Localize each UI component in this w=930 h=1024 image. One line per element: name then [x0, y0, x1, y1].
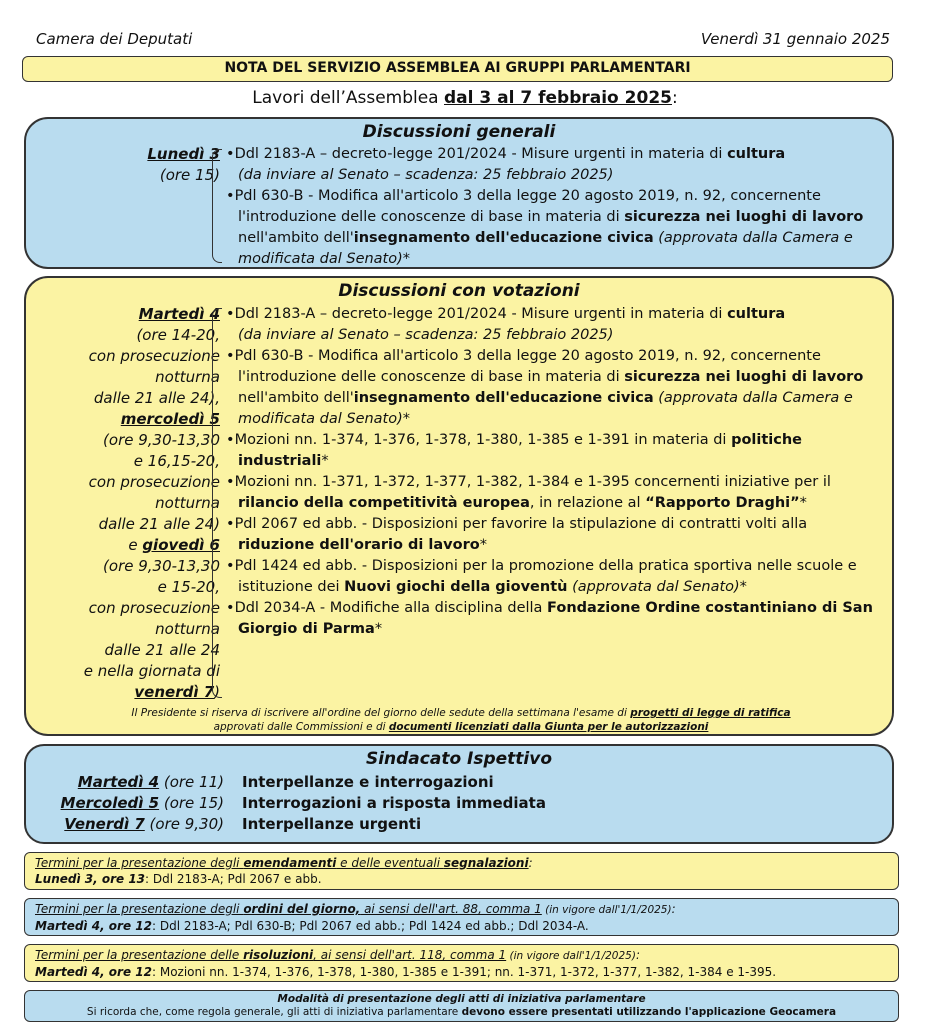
- sec2-schedule: [40, 304, 220, 703]
- list-item: •Ddl 2183-A – decreto-legge 201/2024 - Misure urgenti in materia di cultura (da inviare al Senato – scadenza: 25 febbraio 2025): [226, 306, 786, 343]
- sec2-day-giovedi-line: e giovedì 6: [128, 536, 220, 554]
- sec1-day: Lunedì 3: [147, 145, 220, 163]
- sec1-brace: [212, 149, 222, 263]
- header-date: Venerdì 31 gennaio 2025: [700, 30, 890, 48]
- sec1-items: [226, 144, 886, 270]
- sec2-brace: [212, 308, 222, 698]
- sec2-day-martedi: Martedì 4: [138, 305, 220, 323]
- sec2-line: con prosecuzione: [88, 473, 220, 491]
- sec2-line: (ore 9,30-13,30: [103, 557, 220, 575]
- sec2-day-mercoledi: mercoledì 5: [120, 410, 220, 428]
- sec3-rows: [26, 772, 896, 835]
- sec2-line: (ore 9,30-13,30: [103, 431, 220, 449]
- sec2-line: notturna: [155, 494, 220, 512]
- list-item: •Pdl 630-B - Modifica all'articolo 3 della legge 20 agosto 2019, n. 92, concernente l'introduzione delle conoscenze di base in materia di sicurezza nei luoghi di lavoro nell'ambito dell'insegnamento dell'educazione civica (approvata dalla Camera e modificata dal Senato)*: [226, 348, 864, 427]
- document-title: NOTA DEL SERVIZIO ASSEMBLEA AI GRUPPI PARLAMENTARI: [22, 56, 893, 82]
- sec2-items: [226, 304, 886, 640]
- sec1-schedule: [50, 144, 220, 186]
- header-institution: Camera dei Deputati: [36, 30, 193, 48]
- list-item: •Ddl 2183-A – decreto-legge 201/2024 - Misure urgenti in materia di cultura (da inviare al Senato – scadenza: 25 febbraio 2025): [226, 146, 786, 183]
- footer-modalita: [24, 990, 899, 1022]
- sec2-line: e 16,15-20,: [133, 452, 220, 470]
- list-item: •Ddl 2034-A - Modifiche alla disciplina della Fondazione Ordine costantiniano di San Giorgio di Parma*: [226, 600, 873, 637]
- sec2-note: Il Presidente si riserva di iscrivere all'ordine del giorno delle sedute della settimana l'esame di progetti di legge di ratifica approvati dalle Commissioni e di documenti licenziati dalla Giunta per le autorizzazioni: [131, 707, 791, 733]
- termini-ordini-del-giorno: Termini per la presentazione degli ordini del giorno, ai sensi dell'art. 88, comma 1 (in vigore dall'1/1/2025): Martedì 4, ore 12: Ddl 2183-A; Pdl 630-B; Pdl 2067 ed abb.; Pdl 1424 ed abb.; Ddl 2034-A.: [24, 898, 899, 936]
- section-heading-discussioni-votazioni: Discussioni con votazioni: [338, 281, 580, 301]
- sec1-time: (ore 15): [159, 166, 220, 184]
- table-row: Venerdì 7 (ore 9,30) Interpellanze urgenti: [64, 815, 422, 833]
- sec2-line: dalle 21 alle 24),: [93, 389, 220, 407]
- list-item: •Pdl 2067 ed abb. - Disposizioni per favorire la stipulazione di contratti volti alla riduzione dell'orario di lavoro*: [226, 516, 808, 553]
- termini-risoluzioni: Termini per la presentazione delle risoluzioni, ai sensi dell'art. 118, comma 1 (in vigore dall'1/1/2025): Martedì 4, ore 12: Mozioni nn. 1-374, 1-376, 1-378, 1-380, 1-385 e 1-391; nn. 1-371, 1-372, 1-377, 1-382, 1-384 e 1-395.: [24, 944, 899, 982]
- subtitle: [0, 88, 930, 108]
- sec2-line: dalle 21 alle 24): [98, 515, 220, 533]
- list-item: •Mozioni nn. 1-371, 1-372, 1-377, 1-382, 1-384 e 1-395 concernenti iniziative per il rilancio della competitività europea, in relazione al “Rapporto Draghi”*: [226, 474, 831, 511]
- sec2-line: notturna: [155, 620, 220, 638]
- sec2-line: e nella giornata di: [83, 662, 220, 680]
- list-item: •Pdl 1424 ed abb. - Disposizioni per la promozione della pratica sportiva nelle scuole e istituzione dei Nuovi giochi della gioventù (approvata dal Senato)*: [226, 558, 857, 595]
- sec2-line: notturna: [155, 368, 220, 386]
- table-row: Martedì 4 (ore 11) Interpellanze e interrogazioni: [77, 773, 494, 791]
- list-item: •Pdl 630-B - Modifica all'articolo 3 della legge 20 agosto 2019, n. 92, concernente l'introduzione delle conoscenze di base in materia di sicurezza nei luoghi di lavoro nell'ambito dell'insegnamento dell'educazione civica (approvata dalla Camera e modificata dal Senato)*: [226, 188, 864, 267]
- panel-sindacato-ispettivo: [24, 744, 894, 844]
- sec2-line: con prosecuzione: [88, 347, 220, 365]
- panel-discussioni-generali: [24, 117, 894, 269]
- footer-title: Modalità di presentazione degli atti di iniziativa parlamentare: [277, 993, 646, 1005]
- list-item: •Mozioni nn. 1-374, 1-376, 1-378, 1-380, 1-385 e 1-391 in materia di politiche industriali*: [226, 432, 803, 469]
- sec2-line: dalle 21 alle 24: [104, 641, 220, 659]
- subtitle-suffix: :: [671, 88, 678, 108]
- section-heading-discussioni-generali: Discussioni generali: [362, 122, 556, 142]
- sec2-line: e 15-20,: [157, 578, 220, 596]
- table-row: Mercoledì 5 (ore 15) Interrogazioni a risposta immediata: [60, 794, 546, 812]
- subtitle-prefix: Lavori dell’Assemblea: [252, 88, 445, 108]
- sec2-line: con prosecuzione: [88, 599, 220, 617]
- footer-text: Si ricorda che, come regola generale, gli atti di iniziativa parlamentare devono essere presentati utilizzando l'applicazione Geocamera: [86, 1006, 837, 1018]
- subtitle-dates: dal 3 al 7 febbraio 2025: [444, 88, 672, 108]
- section-heading-sindacato-ispettivo: Sindacato Ispettivo: [365, 749, 553, 769]
- sec2-day-venerdi-line: venerdì 7): [134, 683, 220, 701]
- panel-discussioni-con-votazioni: [24, 276, 894, 736]
- sec2-line: (ore 14-20,: [136, 326, 220, 344]
- termini-emendamenti: Termini per la presentazione degli emendamenti e delle eventuali segnalazioni: Lunedì 3, ore 13: Ddl 2183-A; Pdl 2067 e abb.: [24, 852, 899, 890]
